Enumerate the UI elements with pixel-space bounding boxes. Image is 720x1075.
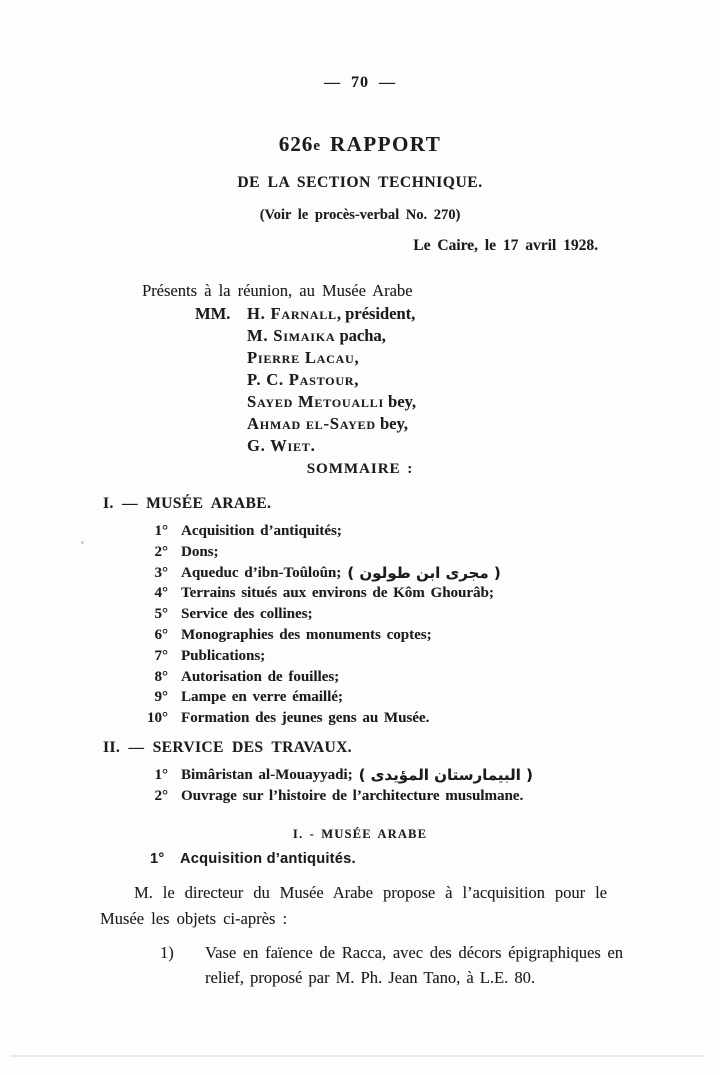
attendee-row bbox=[195, 413, 720, 435]
report-subtitle: DE LA SECTION TECHNIQUE. bbox=[237, 174, 483, 191]
attendance-block bbox=[142, 279, 720, 457]
attendance-intro: Présents à la réunion, au Musée Arabe bbox=[142, 281, 413, 300]
item-text: Lampe en verre émaillé; bbox=[181, 689, 343, 706]
sommaire-item bbox=[0, 765, 720, 786]
attendee-row bbox=[195, 435, 720, 457]
sommaire-item bbox=[0, 521, 720, 542]
sommaire-item bbox=[0, 687, 720, 708]
item-text: Terrains situés aux environs de Kôm Ghourâb; bbox=[181, 585, 494, 602]
attendee-row bbox=[195, 347, 720, 369]
proces-verbal-reference: (Voir le procès-verbal No. 270) bbox=[259, 207, 461, 223]
item-marker: 8° bbox=[154, 668, 168, 685]
object-text: Vase en faïence de Racca, avec des décors épigraphiques en relief, proposé par M. Ph. Jean Tano, à L.E. 80. bbox=[205, 942, 623, 987]
object-list bbox=[0, 940, 720, 990]
sommaire-item bbox=[0, 667, 720, 688]
sommaire-item bbox=[0, 542, 720, 563]
item-marker: 10° bbox=[147, 710, 168, 727]
item-text: Ouvrage sur l’histoire de l’architecture musulmane. bbox=[181, 787, 524, 804]
attendee-prefix bbox=[195, 369, 247, 391]
body-section-heading: I. - MUSÉE ARABE bbox=[292, 826, 428, 841]
item-marker: 6° bbox=[154, 626, 168, 643]
dateline: Le Caire, le 17 avril 1928. bbox=[413, 237, 598, 254]
sommaire-item bbox=[0, 786, 720, 807]
attendee-list bbox=[195, 303, 720, 457]
sommaire-item bbox=[0, 708, 720, 729]
item-marker: 5° bbox=[154, 606, 168, 623]
sommaire-item bbox=[0, 604, 720, 625]
attendee-name: P. C. Pastour bbox=[247, 370, 355, 389]
sommaire-section-title-1: I. — MUSÉE ARABE. bbox=[103, 495, 272, 512]
report-title bbox=[0, 132, 720, 158]
item-marker: 1° bbox=[154, 523, 168, 539]
attendee-title: , président, bbox=[336, 304, 416, 323]
item-marker: 4° bbox=[154, 585, 168, 602]
sommaire-section-title-2: II. — SERVICE DES TRAVAUX. bbox=[103, 738, 352, 756]
scan-speck-artifact bbox=[81, 541, 84, 544]
sommaire-list-2 bbox=[0, 765, 720, 807]
subsection-title: Acquisition d’antiquités. bbox=[180, 850, 356, 867]
attendee-name: Pierre Lacau bbox=[247, 348, 355, 367]
sommaire-item bbox=[0, 563, 720, 584]
item-text: Publications; bbox=[181, 647, 266, 664]
attendee-prefix bbox=[195, 391, 247, 413]
item-text: Formation des jeunes gens au Musée. bbox=[181, 710, 430, 727]
attendee-title: bey, bbox=[375, 414, 408, 433]
object-marker: 1) bbox=[160, 942, 174, 962]
report-title-word: RAPPORT bbox=[329, 132, 442, 156]
object-item bbox=[160, 940, 720, 990]
item-text: Bimâristan al-Mouayyadi; bbox=[181, 766, 353, 783]
sommaire-item bbox=[0, 646, 720, 667]
attendee-prefix bbox=[195, 435, 247, 457]
page-number: — 70 — bbox=[324, 74, 396, 91]
item-marker: 2° bbox=[154, 787, 168, 804]
item-marker: 3° bbox=[154, 564, 168, 581]
scan-line-artifact bbox=[10, 1055, 704, 1057]
report-number-ordinal: e bbox=[313, 138, 321, 154]
attendee-prefix: MM. bbox=[195, 304, 231, 323]
attendee-row bbox=[195, 391, 720, 413]
arabic-text: ( البيمارستان المؤيدى ) bbox=[358, 765, 533, 784]
attendee-title: bey, bbox=[383, 392, 417, 411]
sommaire-list-1 bbox=[0, 521, 720, 729]
attendee-title: . bbox=[310, 436, 315, 455]
body-subsection-heading bbox=[0, 851, 720, 870]
attendee-name: Ahmad el-Sayed bbox=[247, 414, 376, 433]
sommaire-item bbox=[0, 625, 720, 646]
attendee-title: pacha, bbox=[335, 326, 386, 345]
arabic-text: ( مجرى ابن طولون ) bbox=[347, 563, 501, 582]
item-text: Autorisation de fouilles; bbox=[181, 668, 340, 685]
item-text: Dons; bbox=[181, 543, 219, 560]
subsection-marker: 1° bbox=[150, 850, 165, 867]
item-text: Monographies des monuments coptes; bbox=[181, 626, 432, 643]
body-paragraph: M. le directeur du Musée Arabe propose à l’acquisition pour le Musée les objets ci-après : bbox=[100, 882, 607, 928]
attendee-title: , bbox=[354, 370, 359, 389]
attendee-name: Sayed Metoualli bbox=[247, 392, 384, 411]
attendee-row bbox=[195, 303, 720, 325]
item-marker: 2° bbox=[154, 543, 168, 560]
item-marker: 1° bbox=[154, 766, 168, 783]
item-marker: 7° bbox=[154, 647, 168, 664]
attendee-name: M. Simaika bbox=[247, 326, 336, 345]
attendee-name: G. Wiet bbox=[247, 436, 311, 455]
attendee-row bbox=[195, 369, 720, 391]
attendee-prefix bbox=[195, 347, 247, 369]
item-text: Acquisition d’antiquités; bbox=[181, 523, 342, 539]
sommaire-item bbox=[0, 583, 720, 604]
attendee-prefix bbox=[195, 413, 247, 435]
item-text: Aqueduc d’ibn-Toûloûn; bbox=[181, 564, 342, 581]
report-number: 626 bbox=[278, 132, 314, 156]
item-text: Service des collines; bbox=[181, 606, 313, 623]
item-marker: 9° bbox=[154, 689, 168, 706]
attendee-title: , bbox=[354, 348, 359, 367]
attendee-name: H. Farnall bbox=[247, 304, 337, 323]
attendee-row bbox=[195, 325, 720, 347]
attendee-prefix bbox=[195, 325, 247, 347]
sommaire-heading: SOMMAIRE : bbox=[306, 461, 414, 477]
